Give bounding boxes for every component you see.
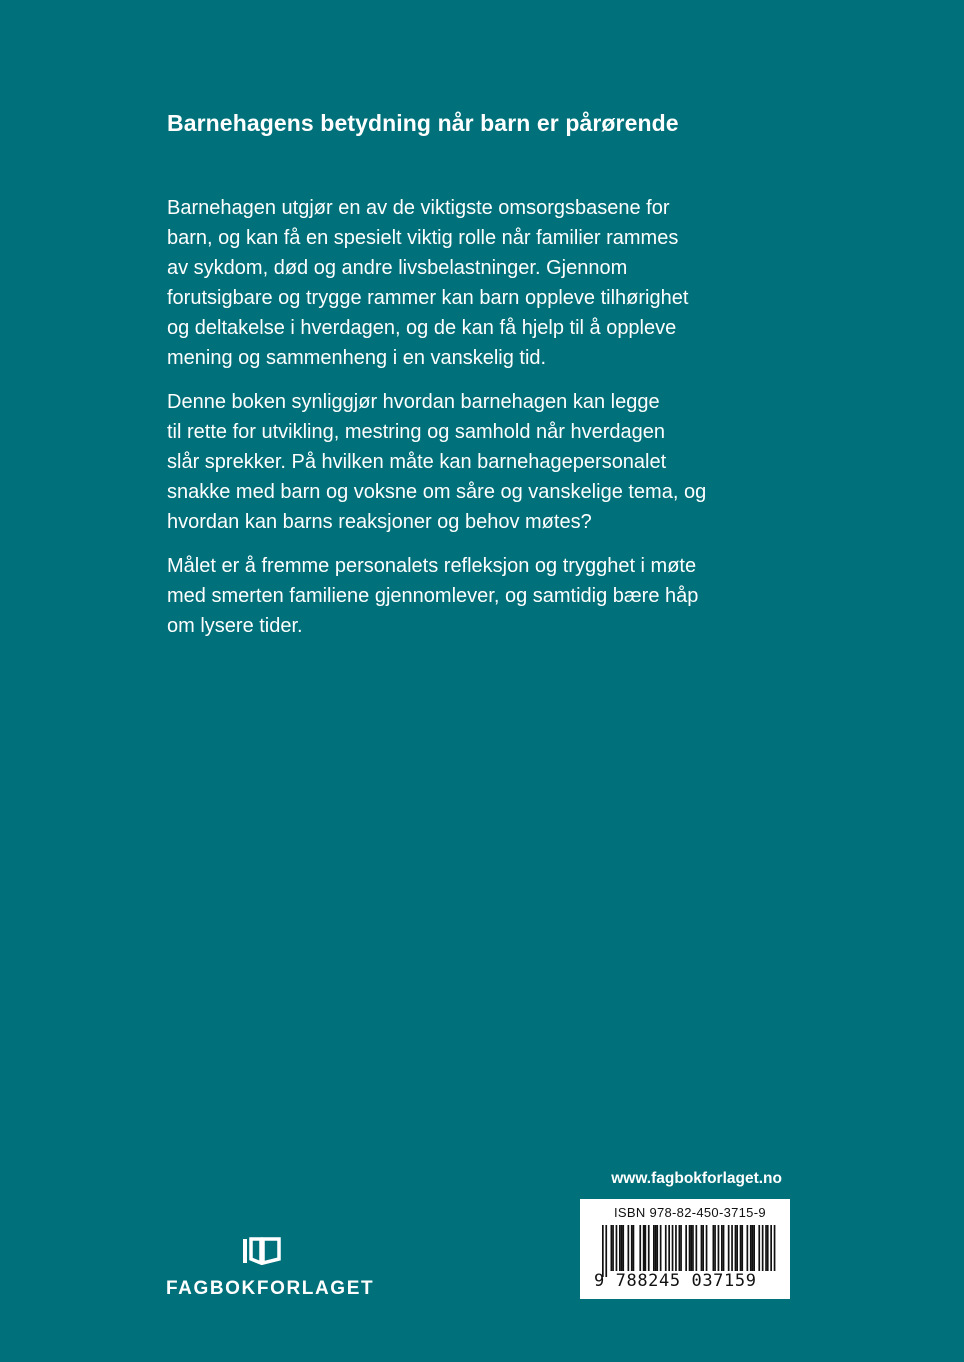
- barcode-bar: [655, 1225, 657, 1271]
- barcode-bar: [713, 1225, 715, 1271]
- barcode-bar: [753, 1225, 755, 1271]
- barcode-bar: [639, 1225, 641, 1271]
- barcode-bar: [718, 1225, 720, 1271]
- barcode-bar: [721, 1225, 723, 1271]
- barcode-bar: [665, 1225, 667, 1271]
- barcode-bar: [675, 1225, 677, 1271]
- barcode-bar: [660, 1225, 662, 1271]
- barcode-bar: [701, 1225, 703, 1271]
- barcode-bar: [714, 1225, 716, 1271]
- barcode-bar: [692, 1225, 694, 1271]
- barcode-bar: [653, 1225, 655, 1271]
- publisher-name: FAGBOKFORLAGET: [166, 1278, 375, 1299]
- barcode-bar: [679, 1225, 681, 1271]
- barcode-bar: [645, 1225, 647, 1271]
- blurb-paragraph: Målet er å fremme personalets refleksjon og trygghet i møte med smerten familiene gjennomlever, og samtidig bære håp om lysere tider.: [167, 555, 699, 637]
- barcode-bar: [656, 1225, 658, 1271]
- barcode-bar: [602, 1225, 604, 1277]
- barcode-bar: [735, 1225, 737, 1271]
- barcode-bar: [752, 1225, 754, 1271]
- barcode-bar: [770, 1225, 772, 1271]
- barcode-bar: [680, 1225, 682, 1271]
- barcode-bar: [616, 1225, 618, 1271]
- barcode-bar: [619, 1225, 621, 1271]
- barcode-bar: [605, 1225, 607, 1277]
- barcode-bar: [668, 1225, 670, 1271]
- barcode-bar: [621, 1225, 623, 1271]
- barcode-bar: [648, 1225, 650, 1271]
- barcode-bar: [767, 1225, 769, 1271]
- barcode-bar: [736, 1225, 738, 1271]
- blurb-paragraph: Barnehagen utgjør en av de viktigste omsorgsbasene for barn, og kan få en spesielt viktig rolle når familier rammes av sykdom, død og andre livsbelastninger. Gjennom forutsigbare og trygge rammer kan barn oppleve tilhørighet og deltakelse i hverdagen, og de kan få hjelp til å oppleve mening og sammenheng i en vanskelig tid.: [167, 197, 689, 369]
- barcode-bar: [706, 1225, 708, 1271]
- barcode-bar: [628, 1225, 630, 1271]
- barcode-bar: [643, 1225, 645, 1271]
- barcode-bar: [611, 1225, 613, 1271]
- barcode-bar: [762, 1225, 764, 1271]
- barcode-bar: [728, 1225, 730, 1271]
- publisher-website: www.fagbokforlaget.no: [611, 1170, 782, 1187]
- barcode-bar: [774, 1225, 776, 1271]
- barcode-bar: [631, 1225, 633, 1271]
- open-book-logo-icon: [242, 1235, 282, 1265]
- barcode-bar: [612, 1225, 614, 1271]
- barcode-bar: [622, 1225, 624, 1271]
- barcode-bar: [696, 1225, 698, 1271]
- blurb-paragraph: Denne boken synliggjør hvordan barnehagen kan legge til rette for utvikling, mestring og samhold når hverdagen slår sprekker. På hvilken måte kan barnehagepersonalet snakke med barn og voksne om såre og vanskelige tema, og hvordan kan barns reaksjoner og behov møtes?: [167, 391, 707, 533]
- barcode-bar: [740, 1225, 742, 1271]
- barcode-bar: [758, 1225, 760, 1271]
- barcode-bar: [672, 1225, 674, 1271]
- book-title: Barnehagens betydning når barn er pårørende: [167, 110, 679, 136]
- barcode-digits: 9 788245 037159: [594, 1271, 757, 1291]
- publisher-logo: [166, 1235, 375, 1305]
- barcode-bar: [689, 1225, 691, 1271]
- barcode-bar: [633, 1225, 635, 1271]
- isbn-label: ISBN 978-82-450-3715-9: [614, 1205, 766, 1220]
- barcode-bar: [731, 1225, 733, 1271]
- barcode-bar: [702, 1225, 704, 1271]
- barcode-bar: [750, 1225, 752, 1271]
- barcode-bar: [765, 1225, 767, 1271]
- barcode-bar: [741, 1225, 743, 1271]
- blurb: [167, 193, 807, 655]
- barcode-bar: [723, 1225, 725, 1271]
- barcode-bar: [690, 1225, 692, 1271]
- barcode-bar: [747, 1225, 749, 1271]
- barcode-bar: [685, 1225, 687, 1271]
- isbn-barcode: [580, 1199, 790, 1299]
